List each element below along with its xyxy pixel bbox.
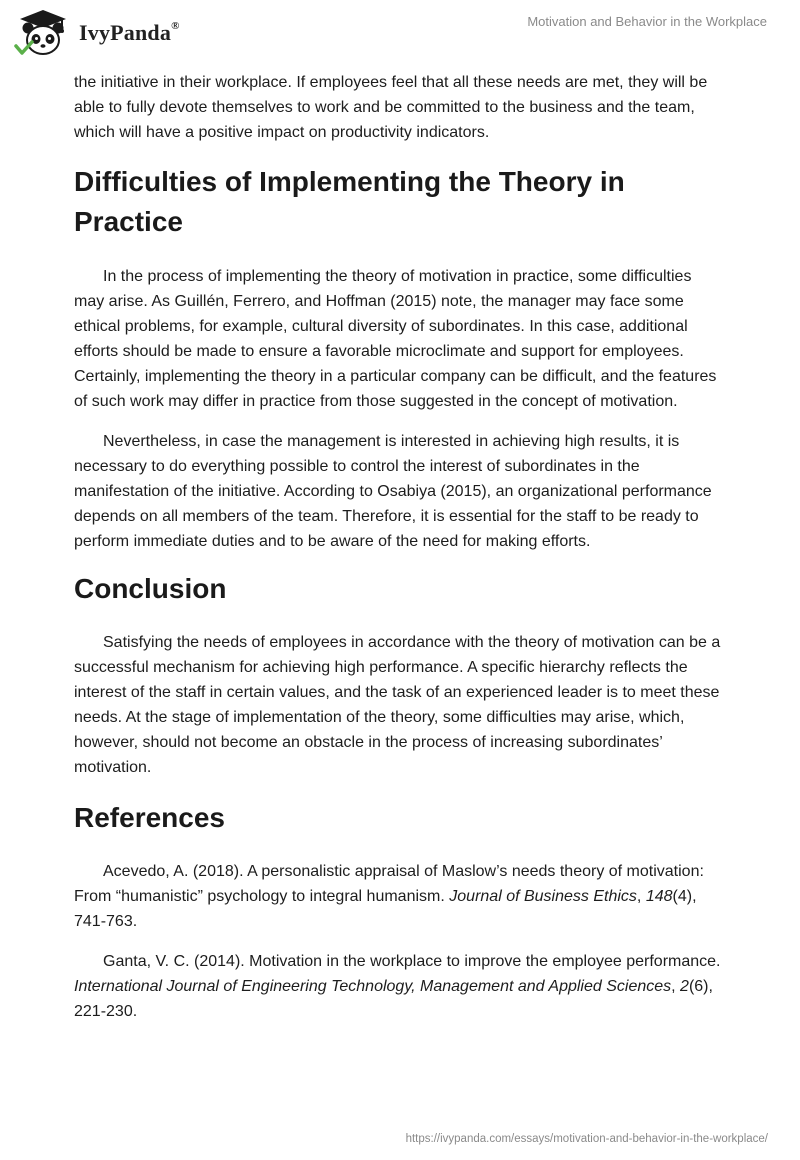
section-heading-references: References	[74, 802, 225, 833]
source-url-link[interactable]: https://ivypanda.com/essays/motivation-and-behavior-in-the-workplace/	[405, 1133, 768, 1145]
registered-mark: ®	[171, 19, 180, 32]
page-header	[0, 0, 800, 64]
body-paragraph: Satisfying the needs of employees in accordance with the theory of motivation can be a successful mechanism for achieving high performance. A specific hierarchy reflects the interest of the staff in certain values, and the task of an experienced leader is to meet these needs. At the stage of implementation of the theory, some difficulties may arise, which, however, should not become an obstacle in the process of increasing subordinates’ motivation.	[74, 634, 721, 776]
section-heading-conclusion: Conclusion	[74, 573, 227, 604]
intro-paragraph: the initiative in their workplace. If employees feel that all these needs are met, they will be able to fully devote themselves to work and be committed to the business and the team, which will have a positive impact on productivity indicators.	[74, 74, 708, 141]
body-paragraph: In the process of implementing the theory of motivation in practice, some difficulties may arise. As Guillén, Ferrero, and Hoffman (2015) note, the manager may face some ethical problems, for example, cultural diversity of subordinates. In this case, additional efforts should be made to ensure a favorable microclimate and support for employees. Certainly, implementing the theory in a particular company can be difficult, and the features of such work may differ in practice from those suggested in the concept of motivation.	[74, 268, 717, 410]
brand-name[interactable]: IvyPanda®	[79, 19, 180, 45]
panda-graduate-icon	[14, 8, 72, 58]
document-title: Motivation and Behavior in the Workplace	[527, 14, 767, 29]
essay-content	[74, 70, 724, 1024]
section-heading-difficulties: Difficulties of Implementing the Theory in Practice	[74, 166, 625, 237]
body-paragraph: Nevertheless, in case the management is interested in achieving high results, it is necessary to do everything possible to control the interest of subordinates in the manifestation of the initiative. According to Osabiya (2015), an organizational performance depends on all members of the team. Therefore, it is essential for the staff to be ready to perform immediate duties and to be aware of the need for making efforts.	[74, 433, 712, 550]
ivypanda-logo[interactable]	[14, 8, 72, 58]
reference-item: Ganta, V. C. (2014). Motivation in the workplace to improve the employee performance. International Journal of Engineering Technology, Management and Applied Sciences, 2(6), 221-230.	[74, 953, 721, 1020]
reference-item: Acevedo, A. (2018). A personalistic appraisal of Maslow’s needs theory of motivation: From “humanistic” psychology to integral humanism. Journal of Business Ethics, 148(4), 741-763.	[74, 863, 704, 930]
